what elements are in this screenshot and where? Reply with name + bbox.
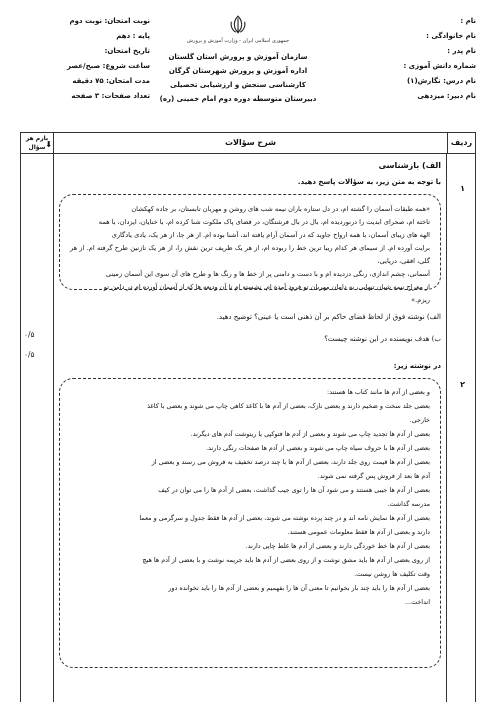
score-header-line-1: بارم هر — [25, 135, 49, 142]
org-subtitle: جمهوری اسلامی ایران - وزارت آموزش و پرورش — [186, 38, 290, 44]
exam-date: تاریخ امتحان: — [104, 47, 150, 55]
passage-2-line: بعضی جلد سخت و ضخیم دارند و بعضی نازک، بعضی از آدم ها با کاغذ کاهی چاپ می شوند و بعضی با کاغذ — [147, 402, 430, 410]
teacher-name: نام دبیر: میزدهی — [417, 92, 476, 100]
iran-emblem-icon — [227, 14, 249, 36]
arrow-down-icon: ⬇ — [45, 140, 52, 149]
passage-2-line: بعضی از آدم ها نمایش نامه اند و در چند پرده نوشته می شوند، بعضی از آدم ها فقط جدول و سرگرمی و معما — [139, 514, 430, 522]
passage-1-line: از معراج نیمه شبان تنهایی، به دامان مهربان تو فرود آمده ام. نشسته ام تا آن ودیعه ها که از آسمان آورده ام در دامن تو — [103, 283, 430, 291]
passage-2-line: دارند و بعضی از آدم ها فقط معلومات عمومی هستند. — [287, 528, 430, 536]
org-line-2: اداره آموزش و پرورش شهرستان گرگان — [168, 67, 308, 75]
exam-start-time: ساعت شروع: صبح/عصر — [66, 62, 150, 70]
score-q1b: ۰/۵ — [24, 350, 35, 359]
question-table-header — [20, 132, 476, 154]
question-1b: ب) هدف نویسنده در این نوشته چیست؟ — [324, 335, 441, 343]
exam-term: نوبت امتحان: نوبت دوم — [69, 17, 150, 25]
organization-info — [153, 14, 323, 132]
passage-1-line: الهه های زیبای آسمان، با همه ارواح جاوید که در آسمان آرام یافته اند، آشنا بوده ام. از هر جا، از هر یک، یادی یادگاری — [111, 231, 430, 239]
passage-2-line: بعضی از آدم ها خط خوردگی دارند و بعضی از آدم ها غلط چاپی دارند. — [245, 542, 430, 550]
passage-2-line: مدرسه گذاشت. — [387, 500, 430, 508]
passage-1-line: «همه طبقات آسمان را گشته ام، در دل ستاره باران نیمه شب های روشن و مهربان تابستان، بر جاده کهکشان — [131, 205, 430, 213]
passage-2-line: خارجی. — [409, 416, 430, 424]
passage-1-line: برایت آورده ام. از سیمای هر کدام ریبا ترین خط را ربوده ام، از هر یک ظریف ترین نقش را، از هر یک نازنین طرح گرفته ام. از هر گلی، افقی، دریایی، — [70, 244, 430, 265]
score-column-header — [21, 133, 53, 153]
question-number-1: ۱ — [460, 184, 465, 193]
passage-2-line: بعضی از آدم ها تجدید چاپ می شوند و بعضی از آدم ها فتوکپی یا ریتوشت آدم های دیگرند. — [190, 430, 430, 438]
passage-2-line: بعضی از آدم ها قیمت روی جلد دارند، بعضی از آدم ها با چند درصد تخفیف به فروش می رسند و بعضی از — [151, 458, 430, 466]
exam-duration: مدت امتحان: ۷۵ دقیقه — [72, 77, 150, 85]
passage-2-line: بعضی از آدم ها جیبی هستند و می شود آن ها را توی جیب گذاشت، بعضی از آدم ها را می توان در کیف — [158, 486, 430, 494]
question-1a: الف) نوشته فوق از لحاظ فضای حاکم بر آن ذهنی است یا عینی؟ توضیح دهید. — [216, 313, 441, 321]
org-line-1: سازمان آموزش و پرورش استان گلستان — [168, 53, 308, 61]
exam-info — [20, 14, 150, 132]
org-line-4: دبیرستان متوسطه دوره دوم امام خمینی (ره) — [159, 95, 317, 103]
student-family: نام خانوادگی : — [426, 32, 476, 40]
course-name: نام درس: نگارش(۱) — [406, 77, 476, 85]
student-name: نام : — [460, 17, 476, 25]
father-name: نام پدر : — [447, 47, 476, 55]
score-q1a: ۰/۵ — [24, 330, 35, 339]
exam-pages: تعداد صفحات: ۳ صفحه — [71, 92, 150, 100]
question-2-title: در نوشته زیر: — [393, 362, 441, 370]
exam-grade: پایه : دهم — [116, 32, 150, 40]
passage-2-line: بعضی از آدم ها با حروف سیاه چاپ می شوند و بعضی از آدم ها صفحات رنگی دارند. — [206, 444, 430, 452]
passage-2-line: و بعضی از آدم ها مانند کتاب ها هستند: — [327, 388, 430, 396]
student-number: شماره دانش آموزی : — [403, 62, 476, 70]
exam-header — [20, 14, 476, 132]
passage-2-line: بعضی از آدم ها را باید چند بار بخوانیم تا معنی آن ها را بفهمیم و بعضی از آدم ها را باید نخوانده دور — [168, 584, 430, 592]
passage-2-line: وقت تکلیف ها روشن نیست. — [354, 570, 430, 578]
passage-2-line: از روی بعضی از آدم ها باید مشق نوشت و از روی بعضی از آدم ها باید جریمه نوشت و با بعضی از آدم ها هیچ — [142, 556, 430, 564]
row-divider — [446, 154, 447, 702]
question-1-instruction: با توجه به متن زیر، به سؤالات پاسخ دهید. — [297, 178, 441, 186]
question-table-body — [20, 154, 476, 702]
question-number-2: ۲ — [460, 380, 465, 389]
row-column-header: ردیف — [447, 133, 475, 153]
questions-column-header: شرح سؤالات — [53, 133, 447, 153]
section-title: الف) بازشناسی — [378, 161, 441, 170]
passage-box-1 — [59, 194, 441, 304]
passage-1-line: تاخته ام، صحرای ابدیت را درنوردیده ام، بال در بال فرشتگان، در فضای پاک ملکوت شنا کرده ام، با خنایان، ایزدان، با همه — [98, 218, 430, 226]
questions-content — [59, 154, 441, 668]
passage-2-line: آدم ها بعد از فروش پس گرفته نمی شوند. — [317, 472, 430, 480]
student-info — [326, 14, 476, 132]
score-divider — [53, 154, 54, 702]
org-line-3: کارشناسی سنجش و ارزشیابی تحصیلی — [170, 81, 306, 89]
passage-1-line: ریزم.» — [411, 296, 430, 304]
passage-box-2 — [59, 378, 441, 668]
score-header-line-2: سؤال — [28, 144, 46, 151]
passage-2-line: انداخت... — [404, 598, 430, 606]
passage-1-line: آسمانی، چشم اندازی، رنگی دزدیده ام و با دست و دامنی پر از خط ها و رنگ ها و طرح های آن سوی این آسمان زمینی — [105, 270, 430, 278]
